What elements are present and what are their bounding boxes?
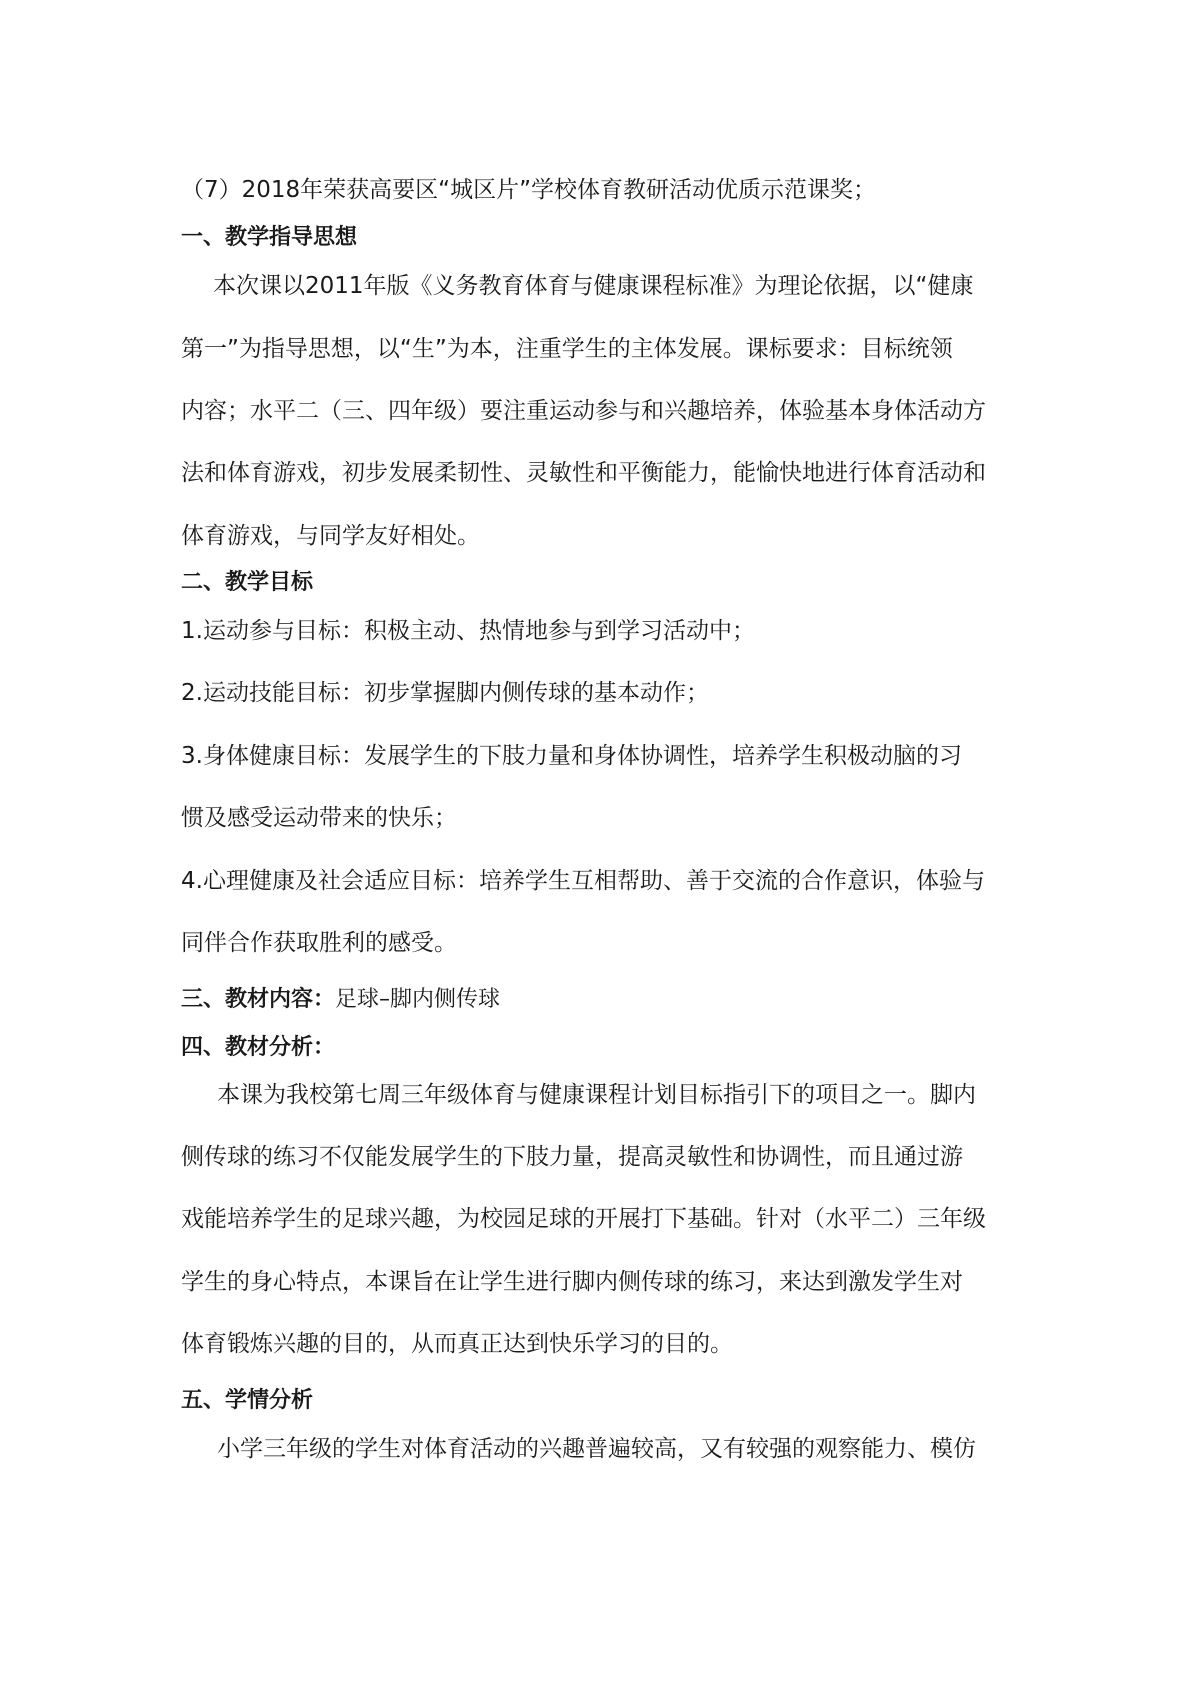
paragraph-line: 学生的身心特点，本课旨在让学生进行脚内侧传球的练习，来达到激发学生对 [181,1269,963,1295]
material-content-value: 足球–脚内侧传球 [335,987,501,1012]
paragraph-line: 戏能培养学生的足球兴趣，为校园足球的开展打下基础。针对（水平二）三年级 [181,1206,986,1232]
section-heading-teaching-goals: 二、教学目标 [181,570,314,595]
paragraph-line: 本次课以2011年版《义务教育体育与健康课程标准》为理论依据，以“健康 [213,273,974,299]
paragraph-line: 内容；水平二（三、四年级）要注重运动参与和兴趣培养，体验基本身体活动方 [181,398,986,424]
goal-item: 1.运动参与目标：积极主动、热情地参与到学习活动中； [181,618,755,644]
section-heading-student-analysis: 五、学情分析 [181,1388,314,1413]
paragraph-line: 体育锻炼兴趣的目的，从而真正达到快乐学习的目的。 [181,1331,733,1357]
goal-item: 2.运动技能目标：初步掌握脚内侧传球的基本动作； [181,680,709,706]
section-heading-material-content [181,985,1021,1015]
paragraph-line: 法和体育游戏，初步发展柔韧性、灵敏性和平衡能力，能愉快地进行体育活动和 [181,460,986,486]
material-content-label: 三、教材内容： [181,987,336,1012]
paragraph-line: 体育游戏，与同学友好相处。 [181,523,480,549]
goal-item-continuation: 惯及感受运动带来的快乐； [181,805,457,831]
paragraph-line: 第一”为指导思想，以“生”为本，注重学生的主体发展。课标要求：目标统领 [181,336,953,362]
paragraph-line: 本课为我校第七周三年级体育与健康课程计划目标指引下的项目之一。脚内 [217,1082,976,1108]
paragraph-line: 小学三年级的学生对体育活动的兴趣普遍较高，又有较强的观察能力、模仿 [217,1436,976,1462]
section-heading-material-analysis: 四、教材分析： [181,1035,336,1060]
paragraph-line: 侧传球的练习不仅能发展学生的下肢力量，提高灵敏性和协调性，而且通过游 [181,1144,963,1170]
section-heading-guiding-thought: 一、教学指导思想 [181,225,358,250]
goal-item: 3.身体健康目标：发展学生的下肢力量和身体协调性，培养学生积极动脑的习 [181,743,962,769]
goal-item: 4.心理健康及社会适应目标：培养学生互相帮助、善于交流的合作意识，体验与 [181,868,985,894]
goal-item-continuation: 同伴合作获取胜利的感受。 [181,930,457,956]
award-line: （7）2018年荣获高要区“城区片”学校体育教研活动优质示范课奖； [181,177,876,203]
